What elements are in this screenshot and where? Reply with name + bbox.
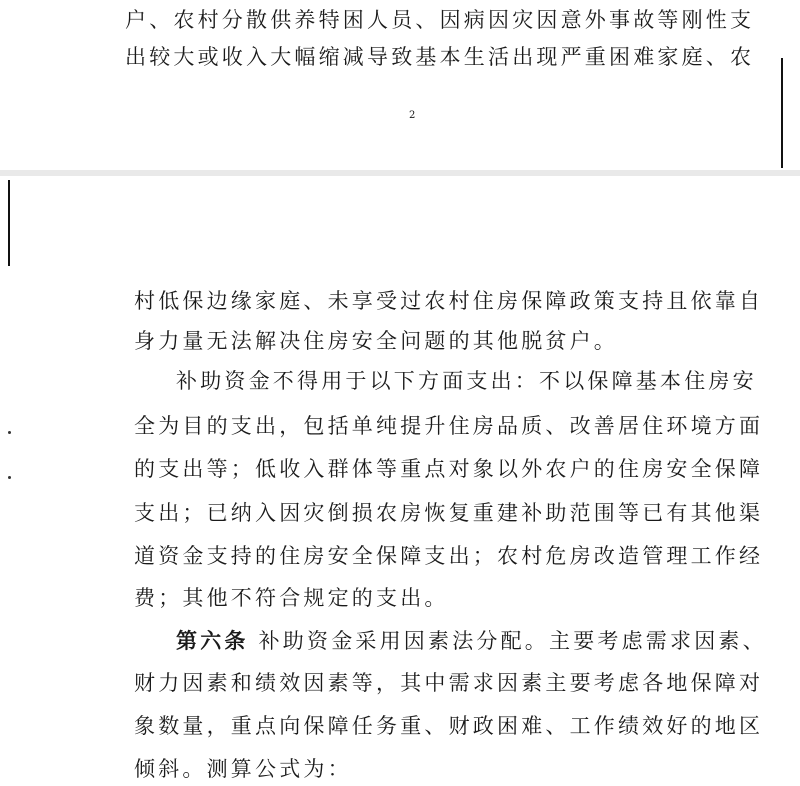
text-line: 出较大或收入大幅缩减导致基本生活出现严重困难家庭、农: [125, 45, 755, 69]
article-title: 第六条: [176, 628, 249, 653]
text-line: 费；其他不符合规定的支出。: [134, 586, 449, 610]
document-page-bottom: [0, 176, 800, 786]
article-text: 补助资金采用因素法分配。主要考虑需求因素、: [258, 629, 767, 653]
scan-dot: [8, 476, 11, 479]
text-line: 户、农村分散供养特困人员、因病因灾因意外事故等刚性支: [125, 8, 755, 32]
text-line: 补助资金不得用于以下方面支出：不以保障基本住房安: [176, 369, 757, 393]
article-line: [176, 630, 767, 652]
text-line: 支出；已纳入因灾倒损农房恢复重建补助范围等已有其他渠: [134, 501, 764, 525]
scan-edge-line: [8, 180, 10, 266]
text-line: 倾斜。测算公式为：: [134, 757, 352, 781]
text-line: 道资金支持的住房安全保障支出；农村危房改造管理工作经: [134, 544, 764, 568]
text-line: 财力因素和绩效因素等，其中需求因素主要考虑各地保障对: [134, 671, 764, 695]
scan-dot: [8, 431, 11, 434]
document-page-top: [0, 0, 800, 170]
text-line: 全为目的支出，包括单纯提升住房品质、改善居住环境方面: [134, 414, 764, 438]
text-line: 村低保边缘家庭、未享受过农村住房保障政策支持且依靠自: [134, 289, 764, 313]
page-number: 2: [409, 110, 416, 121]
scan-edge-line: [781, 58, 783, 168]
text-line: 的支出等；低收入群体等重点对象以外农户的住房安全保障: [134, 457, 764, 481]
text-line: 身力量无法解决住房安全问题的其他脱贫户。: [134, 329, 618, 353]
text-line: 象数量，重点向保障任务重、财政困难、工作绩效好的地区: [134, 714, 764, 738]
